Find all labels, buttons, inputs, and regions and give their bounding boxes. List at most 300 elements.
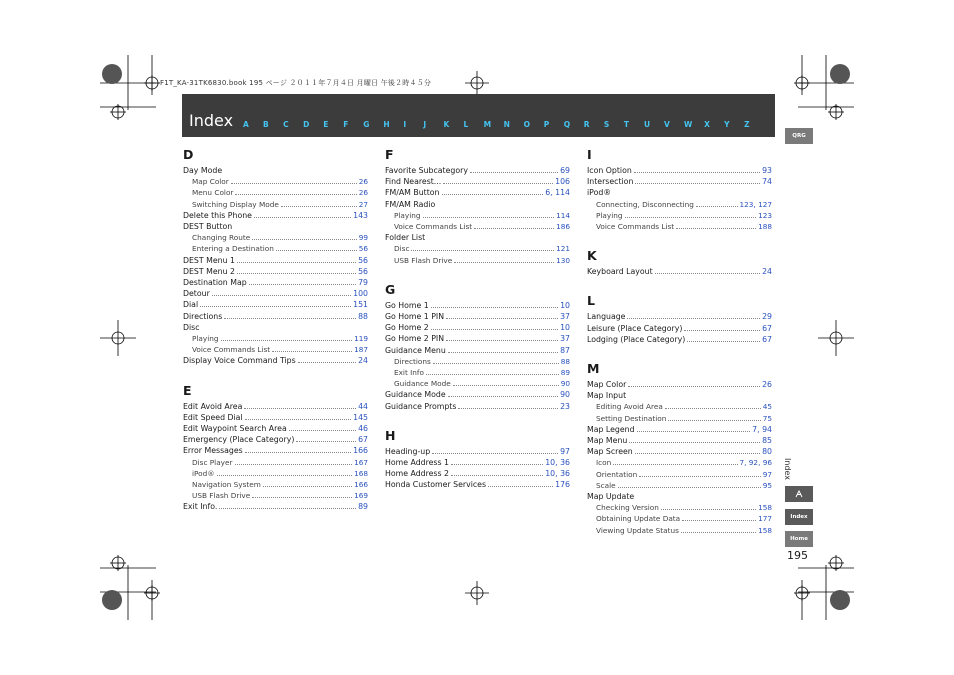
dot-leader (411, 243, 554, 251)
alpha-link-b[interactable]: B (263, 120, 269, 129)
entry-label: Go Home 1 PIN (385, 312, 445, 321)
alpha-link-j[interactable]: J (423, 120, 427, 129)
page-reference-link[interactable]: 143 (353, 210, 368, 220)
page-reference-link[interactable]: 167 (354, 457, 368, 467)
page-reference-link[interactable]: 89 (560, 368, 570, 377)
index-entry (183, 288, 368, 299)
entry-label: Lodging (Place Category) (587, 334, 686, 344)
entry-label: Scale (596, 480, 616, 490)
alpha-link-m[interactable]: M (483, 120, 492, 129)
page-reference-link[interactable]: 37 (560, 312, 570, 321)
page-reference-link[interactable]: 106 (555, 177, 570, 187)
page-reference-link[interactable]: 114 (556, 210, 570, 220)
dot-leader (446, 311, 558, 319)
page-reference-link[interactable]: 166 (354, 480, 368, 489)
entry-label: Edit Avoid Area (183, 401, 243, 411)
section-letter-l: L (587, 293, 595, 309)
dot-leader (237, 255, 356, 263)
page-reference-link[interactable]: 187 (354, 345, 368, 355)
section-letter-g: G (385, 281, 396, 297)
index-entry (587, 187, 772, 198)
entry-label: Dial (183, 300, 199, 310)
dot-leader (263, 479, 352, 487)
alpha-link-q[interactable]: Q (563, 120, 571, 129)
entry-label: Day Mode (183, 166, 223, 175)
index-entry (587, 491, 772, 502)
entry-label: Entering a Destination (192, 244, 274, 254)
index-subentry (596, 502, 772, 513)
entry-label: Disc (183, 322, 200, 332)
dot-leader (237, 266, 356, 274)
entry-label: Playing (192, 334, 219, 343)
page-reference-link[interactable]: 123, 127 (739, 199, 772, 209)
page-reference-link[interactable]: 26 (762, 380, 772, 389)
voice-tab[interactable] (785, 486, 813, 502)
index-subentry (192, 490, 368, 501)
alpha-link-e[interactable]: E (323, 120, 329, 129)
entry-label: iPod® (192, 468, 215, 478)
entry-label: DEST Button (183, 222, 233, 231)
dot-leader (221, 333, 353, 341)
alpha-link-z[interactable]: Z (744, 120, 750, 129)
dot-leader (470, 165, 558, 173)
dot-leader (613, 457, 737, 465)
entry-label: FM/AM Button (385, 188, 440, 198)
page-reference-link[interactable]: 87 (560, 345, 570, 355)
dot-leader (231, 176, 357, 184)
page-reference-link[interactable]: 99 (358, 233, 368, 243)
entry-label: Honda Customer Services (385, 480, 487, 490)
page-reference-link[interactable]: 67 (358, 435, 368, 445)
entry-label: Changing Route (192, 233, 251, 243)
dot-leader (488, 479, 553, 487)
entry-label: Voice Commands List (394, 222, 473, 231)
index-entry (385, 345, 570, 356)
index-subentry (596, 525, 772, 536)
dot-leader (245, 412, 351, 420)
dot-leader (443, 176, 553, 184)
entry-label: Navigation System (192, 480, 261, 489)
index-entry (385, 457, 570, 468)
page-reference-link[interactable]: 158 (758, 525, 772, 535)
entry-label: Voice Commands List (192, 345, 271, 355)
index-entry (183, 277, 368, 288)
entry-label: Emergency (Place Category) (183, 435, 295, 445)
index-entry (183, 299, 368, 310)
page-reference-link[interactable]: 88 (560, 356, 570, 366)
index-entry (385, 446, 570, 457)
page-reference-link[interactable]: 6, 114 (545, 188, 570, 198)
alpha-link-k[interactable]: K (443, 120, 450, 129)
index-subentry (192, 457, 368, 468)
dot-leader (442, 187, 544, 195)
page-reference-link[interactable]: 56 (358, 255, 368, 265)
alpha-link-p[interactable]: P (543, 120, 550, 129)
dot-leader (431, 322, 558, 330)
dot-leader (224, 311, 356, 319)
page-reference-link[interactable]: 166 (353, 446, 368, 456)
index-entry (183, 311, 368, 322)
entry-label: Icon Option (587, 166, 632, 175)
index-entry (587, 165, 772, 176)
voice-command-icon (794, 489, 804, 499)
index-entry (587, 379, 772, 390)
index-subentry (596, 401, 772, 412)
page-reference-link[interactable]: 80 (762, 447, 772, 457)
dot-leader (627, 311, 760, 319)
alpha-link-w[interactable]: W (684, 120, 693, 129)
index-entry (587, 424, 772, 435)
entry-label: Go Home 1 (385, 300, 429, 310)
dot-leader (200, 299, 351, 307)
index-subentry (192, 232, 368, 243)
entry-label: Display Voice Command Tips (183, 356, 296, 366)
dot-leader (433, 356, 559, 364)
page-reference-link[interactable]: 24 (358, 356, 368, 366)
index-entry (183, 434, 368, 445)
dot-leader (446, 333, 558, 341)
qrg-tab[interactable]: QRG (785, 128, 813, 144)
page-reference-link[interactable]: 85 (762, 436, 772, 445)
alpha-link-u[interactable]: U (643, 120, 651, 129)
page-reference-link[interactable]: 10 (560, 300, 570, 310)
entry-label: Directions (183, 311, 223, 321)
entry-label: Home Address 1 (385, 458, 449, 467)
page-reference-link[interactable]: 123 (758, 210, 772, 220)
index-side-label: Index (783, 458, 792, 481)
entry-label: Map Color (192, 177, 229, 187)
alpha-link-i[interactable]: I (403, 120, 407, 129)
entry-label: Intersection (587, 177, 634, 187)
dot-leader (681, 525, 756, 533)
alpha-link-g[interactable]: G (363, 120, 370, 129)
index-subentry (192, 176, 368, 187)
entry-label: Favorite Subcategory (385, 166, 468, 175)
dot-leader (637, 424, 751, 432)
page-reference-link[interactable]: 97 (560, 446, 570, 456)
alpha-link-c[interactable]: C (283, 120, 289, 129)
entry-label: Playing (596, 210, 623, 220)
index-entry (587, 176, 772, 187)
index-entry (385, 187, 570, 198)
dot-leader (252, 232, 356, 240)
entry-label: Connecting, Disconnecting (596, 199, 694, 209)
page-reference-link[interactable]: 130 (556, 255, 570, 265)
index-header-bar (182, 94, 775, 137)
entry-label: Map Screen (587, 447, 633, 457)
entry-label: FM/AM Radio (385, 199, 436, 209)
index-subentry (596, 199, 772, 210)
alpha-link-v[interactable]: V (663, 120, 670, 129)
entry-label: Home Address 2 (385, 469, 449, 479)
dot-leader (635, 176, 760, 184)
dot-leader (628, 379, 760, 387)
entry-label: Guidance Prompts (385, 401, 457, 411)
entry-label: Playing (394, 210, 421, 220)
page-reference-link[interactable]: 119 (354, 334, 368, 343)
index-subentry (596, 413, 772, 424)
page-reference-link[interactable]: 89 (358, 502, 368, 512)
dot-leader (244, 401, 356, 409)
index-entry (587, 446, 772, 457)
page-reference-link[interactable]: 67 (762, 334, 772, 344)
entry-label: Find Nearest... (385, 177, 442, 187)
dot-leader (448, 389, 558, 397)
alpha-link-o[interactable]: O (523, 120, 531, 129)
page-reference-link[interactable]: 26 (358, 188, 368, 198)
entry-label: Obtaining Update Data (596, 514, 681, 524)
index-entry (587, 311, 772, 322)
index-entry (183, 412, 368, 423)
entry-label: Detour (183, 289, 210, 299)
page-reference-link[interactable]: 97 (762, 469, 772, 479)
page-reference-link[interactable]: 90 (560, 390, 570, 400)
page-reference-link[interactable]: 79 (358, 278, 368, 287)
alphabet-nav (243, 120, 764, 132)
entry-label: iPod® (587, 188, 612, 198)
index-entry (183, 255, 368, 266)
dot-leader (629, 435, 760, 443)
dot-leader (217, 468, 353, 476)
page-reference-link[interactable]: 7, 94 (752, 424, 772, 434)
alpha-link-t[interactable]: T (623, 120, 630, 129)
index-subentry (596, 513, 772, 524)
page-number: 195 (787, 549, 808, 562)
alpha-link-a[interactable]: A (243, 120, 249, 129)
page-reference-link[interactable]: 95 (762, 480, 772, 490)
dot-leader (448, 345, 558, 353)
index-entry (385, 401, 570, 412)
dot-leader (634, 165, 760, 173)
index-subentry (192, 479, 368, 490)
page-reference-link[interactable]: 151 (353, 300, 368, 310)
entry-label: DEST Menu 2 (183, 266, 235, 276)
entry-label: Viewing Update Status (596, 525, 679, 535)
index-subentry (394, 255, 570, 266)
index-entry (385, 176, 570, 187)
entry-label: Edit Waypoint Search Area (183, 424, 287, 433)
page-reference-link[interactable]: 75 (762, 413, 772, 423)
page-reference-link[interactable]: 169 (354, 491, 368, 501)
dot-leader (272, 344, 352, 352)
section-letter-i: I (587, 147, 592, 162)
index-subentry (596, 480, 772, 491)
dot-leader (451, 457, 543, 465)
page-reference-link[interactable]: 188 (758, 222, 772, 231)
entry-label: Switching Display Mode (192, 199, 279, 209)
alpha-link-f[interactable]: F (343, 120, 349, 129)
entry-label: Guidance Menu (385, 345, 446, 355)
page-reference-link[interactable]: 10, 36 (545, 469, 570, 479)
page-reference-link[interactable]: 56 (358, 244, 368, 254)
page-reference-link[interactable]: 29 (762, 312, 772, 322)
index-entry (183, 210, 368, 221)
dot-leader (458, 401, 558, 409)
page-reference-link[interactable]: 145 (353, 412, 368, 422)
entry-label: Exit Info. (183, 502, 218, 512)
index-entry (587, 390, 772, 401)
page-reference-link[interactable]: 27 (358, 199, 368, 209)
home-tab[interactable]: Home (785, 531, 813, 547)
page-reference-link[interactable]: 10, 36 (545, 458, 570, 467)
alpha-link-s[interactable]: S (603, 120, 610, 129)
index-entry (385, 389, 570, 400)
dot-leader (625, 210, 757, 218)
page-reference-link[interactable]: 46 (358, 424, 368, 433)
index-entry (183, 501, 368, 512)
dot-leader (682, 513, 756, 521)
dot-leader (245, 445, 351, 453)
section-letter-k: K (587, 248, 597, 264)
page-reference-link[interactable]: 23 (560, 401, 570, 411)
index-subentry (192, 333, 368, 344)
page-reference-link[interactable]: 90 (560, 379, 570, 389)
entry-label: Disc Player (192, 457, 233, 467)
index-subentry (596, 210, 772, 221)
entry-label: Orientation (596, 469, 638, 479)
index-entry (587, 266, 772, 277)
index-entry (183, 445, 368, 456)
dot-leader (453, 378, 559, 386)
page-reference-link[interactable]: 93 (762, 166, 772, 175)
entry-label: Exit Info (394, 368, 424, 377)
page-reference-link[interactable]: 158 (758, 503, 772, 513)
index-entry (587, 323, 772, 334)
dot-leader (432, 446, 558, 454)
index-entry (385, 468, 570, 479)
page-reference-link[interactable]: 176 (555, 480, 570, 490)
dot-leader (661, 502, 756, 510)
dot-leader (252, 490, 352, 498)
index-subentry (394, 243, 570, 254)
page-reference-link[interactable]: 45 (762, 402, 772, 412)
index-subentry (394, 221, 570, 232)
index-entry (587, 334, 772, 345)
entry-label: Keyboard Layout (587, 267, 653, 277)
section-letter-f: F (385, 147, 394, 162)
entry-label: Map Menu (587, 436, 628, 445)
page-reference-link[interactable]: 186 (556, 222, 570, 231)
alpha-link-h[interactable]: H (383, 120, 390, 129)
alpha-link-n[interactable]: N (503, 120, 510, 129)
dot-leader (219, 501, 356, 509)
entry-label: Go Home 2 PIN (385, 334, 445, 344)
alpha-link-r[interactable]: R (583, 120, 590, 129)
page-reference-link[interactable]: 44 (358, 401, 368, 411)
index-entry (385, 479, 570, 490)
index-subentry (394, 378, 570, 389)
dot-leader (635, 446, 760, 454)
index-subentry (596, 469, 772, 480)
page-reference-link[interactable]: 74 (762, 177, 772, 187)
index-entry (385, 300, 570, 311)
section-letter-e: E (183, 382, 192, 398)
entry-label: Guidance Mode (385, 390, 446, 400)
index-subentry (192, 187, 368, 198)
index-entry (385, 199, 570, 210)
entry-label: Language (587, 312, 626, 322)
dot-leader (676, 221, 756, 229)
index-entry (183, 266, 368, 277)
entry-label: Directions (394, 356, 431, 366)
page-reference-link[interactable]: 69 (560, 166, 570, 175)
page-reference-link[interactable]: 177 (758, 514, 772, 524)
page-reference-link[interactable]: 100 (353, 289, 368, 299)
entry-label: Folder List (385, 233, 426, 243)
index-subentry (394, 367, 570, 378)
page-reference-link[interactable]: 7, 92, 96 (739, 458, 772, 468)
entry-label: Icon (596, 458, 612, 468)
index-entry (385, 333, 570, 344)
dot-leader (281, 199, 357, 207)
section-letter-m: M (587, 361, 600, 376)
entry-label: DEST Menu 1 (183, 255, 235, 265)
index-entry (183, 322, 368, 333)
index-entry (385, 165, 570, 176)
dot-leader (684, 323, 760, 331)
index-entry (183, 221, 368, 232)
index-tab[interactable]: Index (785, 509, 813, 525)
entry-label: Guidance Mode (394, 379, 451, 389)
index-entry (183, 355, 368, 366)
dot-leader (254, 210, 351, 218)
entry-label: Checking Version (596, 503, 659, 513)
index-subentry (596, 221, 772, 232)
entry-label: Editing Avoid Area (596, 402, 663, 412)
entry-label: Leisure (Place Category) (587, 323, 683, 333)
page-reference-link[interactable]: 121 (556, 244, 570, 254)
dot-leader (665, 401, 761, 409)
section-letter-h: H (385, 427, 396, 443)
entry-label: Voice Commands List (596, 222, 675, 231)
index-subentry (192, 468, 368, 479)
index-subentry (394, 356, 570, 367)
index-entry (183, 423, 368, 434)
alpha-link-d[interactable]: D (303, 120, 310, 129)
alpha-link-l[interactable]: L (463, 120, 469, 129)
page-title: Index (189, 111, 234, 130)
page-reference-link[interactable]: 88 (358, 311, 368, 321)
dot-leader (431, 300, 558, 308)
dot-leader (296, 434, 356, 442)
dot-leader (235, 187, 356, 195)
page-reference-link[interactable]: 37 (560, 334, 570, 344)
page-reference-link[interactable]: 168 (354, 468, 368, 478)
dot-leader (454, 255, 554, 263)
index-subentry (192, 243, 368, 254)
index-subentry (596, 457, 772, 468)
page-reference-link[interactable]: 56 (358, 266, 368, 276)
entry-label: USB Flash Drive (394, 255, 453, 265)
page-reference-link[interactable]: 26 (358, 177, 368, 187)
dot-leader (668, 413, 760, 421)
entry-label: Go Home 2 (385, 323, 429, 333)
entry-label: Edit Speed Dial (183, 412, 243, 422)
section-letter-d: D (183, 147, 194, 162)
alpha-link-y[interactable]: Y (724, 120, 730, 129)
index-subentry (192, 199, 368, 210)
dot-leader (474, 221, 554, 229)
dot-leader (276, 243, 357, 251)
dot-leader (655, 266, 760, 274)
entry-label: Map Legend (587, 424, 635, 434)
dot-leader (696, 199, 738, 207)
dot-leader (426, 367, 559, 375)
page-reference-link[interactable]: 24 (762, 267, 772, 277)
alpha-link-x[interactable]: X (704, 120, 710, 129)
page-reference-link[interactable]: 67 (762, 323, 772, 333)
page-reference-link[interactable]: 10 (560, 323, 570, 333)
